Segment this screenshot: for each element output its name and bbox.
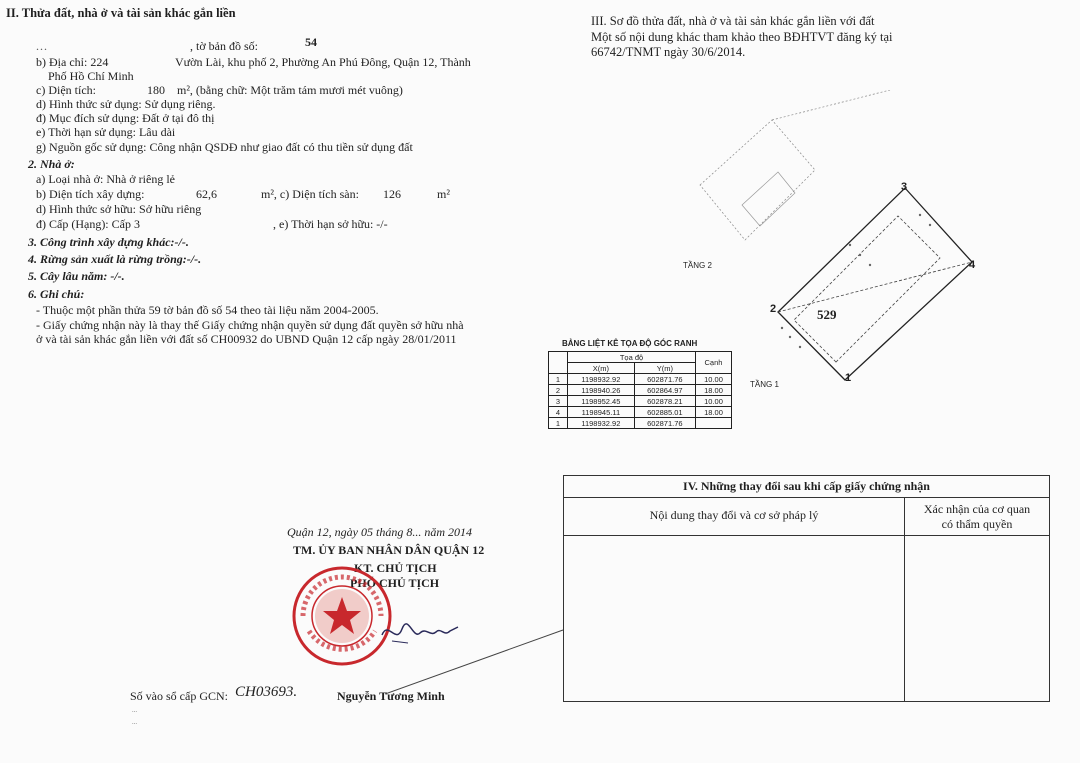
parcel-polygon	[778, 188, 972, 380]
floor-area-unit: m²	[437, 187, 450, 201]
use-origin: g) Nguồn gốc sử dụng: Công nhận QSDĐ như giao đất có thu tiền sử dụng đất	[36, 140, 413, 154]
vertex-2: 2	[770, 303, 777, 315]
coord-cell-y: 602864.97	[634, 385, 695, 396]
coord-cell-edge: 18.00	[695, 385, 731, 396]
coord-cell-stt: 4	[549, 407, 568, 418]
address-value: Vườn Lài, khu phố 2, Phường An Phú Đông, Quận 12, Thành	[175, 55, 471, 69]
area-label: c) Diện tích:	[36, 83, 96, 97]
coord-row	[549, 407, 732, 418]
note-1: - Thuộc một phần thửa 59 tờ bản đồ số 54 theo tài liệu năm 2004-2005.	[36, 303, 379, 317]
reference-note-1: Một số nội dung khác tham khảo theo BĐHTVT đăng ký tại	[591, 30, 893, 44]
vertex-3: 3	[901, 181, 908, 193]
coord-cell-y: 602885.01	[634, 407, 695, 418]
coord-row	[549, 385, 732, 396]
changes-col-confirm-1: Xác nhận của cơ quan	[923, 502, 1031, 516]
coord-cell-edge	[695, 418, 731, 429]
notes-title: 6. Ghi chú:	[28, 287, 85, 301]
coord-cell-x: 1198945.11	[568, 407, 635, 418]
built-area-value: 62,6	[196, 187, 217, 201]
house-type: a) Loại nhà ở: Nhà ở riêng lẻ	[36, 172, 175, 186]
other-works: 3. Công trình xây dựng khác:-/-.	[28, 235, 189, 249]
ownership-term: , e) Thời hạn sở hữu: -/-	[273, 217, 388, 231]
note-2b: ở và tài sản khác gắn liền với đất số CH00932 do UBND Quận 12 cấp ngày 28/01/2011	[36, 332, 457, 346]
coord-cell-stt: 1	[549, 374, 568, 385]
map-sheet-number: 54	[305, 35, 317, 49]
house-grade: đ) Cấp (Hạng): Cấp 3	[36, 217, 140, 231]
coord-cell-edge: 10.00	[695, 374, 731, 385]
kt-chairman: KT. CHỦ TỊCH	[354, 561, 437, 575]
parcel-number: ...	[36, 39, 48, 53]
coord-cell-stt: 1	[549, 418, 568, 429]
area-value: 180	[147, 83, 165, 97]
use-form: d) Hình thức sử dụng: Sử dụng riêng.	[36, 97, 216, 111]
section-ii-title: II. Thửa đất, nhà ở và tài sản khác gắn liền	[6, 6, 236, 20]
use-duration: e) Thời hạn sử dụng: Lâu dài	[36, 125, 176, 139]
planted-forest: 4. Rừng sản xuất là rừng trồng:-/-.	[28, 252, 202, 266]
coord-header-stt	[549, 352, 568, 374]
coord-header-canh: Cạnh	[695, 352, 731, 374]
changes-col-confirm	[905, 498, 1050, 536]
vertex-4: 4	[969, 259, 976, 271]
small-note-2: ...	[132, 720, 138, 726]
changes-confirm-cell	[905, 536, 1050, 702]
strike-line	[385, 628, 565, 698]
coord-cell-x: 1198932.92	[568, 374, 635, 385]
coord-cell-x: 1198932.92	[568, 418, 635, 429]
floor-2-label: TẦNG 2	[683, 261, 712, 270]
coord-cell-edge: 10.00	[695, 396, 731, 407]
changes-title: IV. Những thay đổi sau khi cấp giấy chứng nhận	[564, 476, 1050, 498]
coordinate-table	[548, 351, 732, 429]
map-sheet-label: , tờ bản đồ số:	[190, 39, 259, 53]
coord-header-y: Y(m)	[634, 363, 695, 374]
address-city: Phố Hồ Chí Minh	[48, 69, 134, 83]
section-iii-title: III. Sơ đồ thửa đất, nhà ở và tài sản khác gắn liền với đất	[591, 14, 875, 28]
address-label: b) Địa chỉ: 224	[36, 55, 109, 69]
coord-header-toa-do: Tọa độ	[568, 352, 696, 363]
coord-cell-x: 1198940.26	[568, 385, 635, 396]
coord-header-x: X(m)	[568, 363, 635, 374]
coord-cell-stt: 2	[549, 385, 568, 396]
floor-area-label: m², c) Diện tích sàn:	[261, 187, 359, 201]
perennial-trees: 5. Cây lâu năm: -/-.	[28, 269, 125, 283]
coord-cell-y: 602878.21	[634, 396, 695, 407]
issuing-org: TM. ỦY BAN NHÂN DÂN QUẬN 12	[293, 543, 485, 557]
house-title: 2. Nhà ở:	[28, 157, 75, 171]
coord-cell-stt: 3	[549, 396, 568, 407]
floor-area-value: 126	[383, 187, 401, 201]
coord-cell-edge: 18.00	[695, 407, 731, 418]
coord-table-title: BẢNG LIỆT KÊ TỌA ĐỘ GÓC RANH	[562, 339, 698, 348]
changes-col-confirm-2: có thẩm quyền	[941, 517, 1013, 531]
reference-note-2: 66742/TNMT ngày 30/6/2014.	[591, 45, 746, 59]
coord-row	[549, 374, 732, 385]
registry-label: Số vào sổ cấp GCN:	[130, 689, 228, 703]
changes-content-cell	[564, 536, 905, 702]
coord-cell-y: 602871.76	[634, 374, 695, 385]
coord-row	[549, 396, 732, 407]
registry-number: CH03693.	[235, 684, 298, 700]
vertex-1: 1	[845, 372, 852, 384]
signer-name: Nguyễn Tương Minh	[337, 689, 445, 703]
ownership: d) Hình thức sở hữu: Sở hữu riêng	[36, 202, 202, 216]
vice-chairman: PHÓ CHỦ TỊCH	[350, 576, 440, 590]
coord-cell-y: 602871.76	[634, 418, 695, 429]
place-date: Quận 12, ngày 05 tháng 8... năm 2014	[287, 525, 472, 539]
coord-row	[549, 418, 732, 429]
coord-cell-x: 1198952.45	[568, 396, 635, 407]
use-purpose: đ) Mục đích sử dụng: Đất ở tại đô thị	[36, 111, 215, 125]
built-area-label: b) Diện tích xây dựng:	[36, 187, 145, 201]
small-note-1: ...	[132, 708, 138, 714]
changes-col-content: Nội dung thay đổi và cơ sở pháp lý	[564, 498, 905, 536]
parcel-number-label: 529	[817, 307, 837, 322]
changes-table	[563, 475, 1050, 702]
area-in-words: m², (bằng chữ: Một trăm tám mươi mét vuông)	[177, 83, 403, 97]
floor-1-label: TẦNG 1	[750, 380, 779, 389]
note-2a: - Giấy chứng nhận này là thay thế Giấy chứng nhận quyền sử dụng đất quyền sở hữu nhà	[36, 318, 464, 332]
